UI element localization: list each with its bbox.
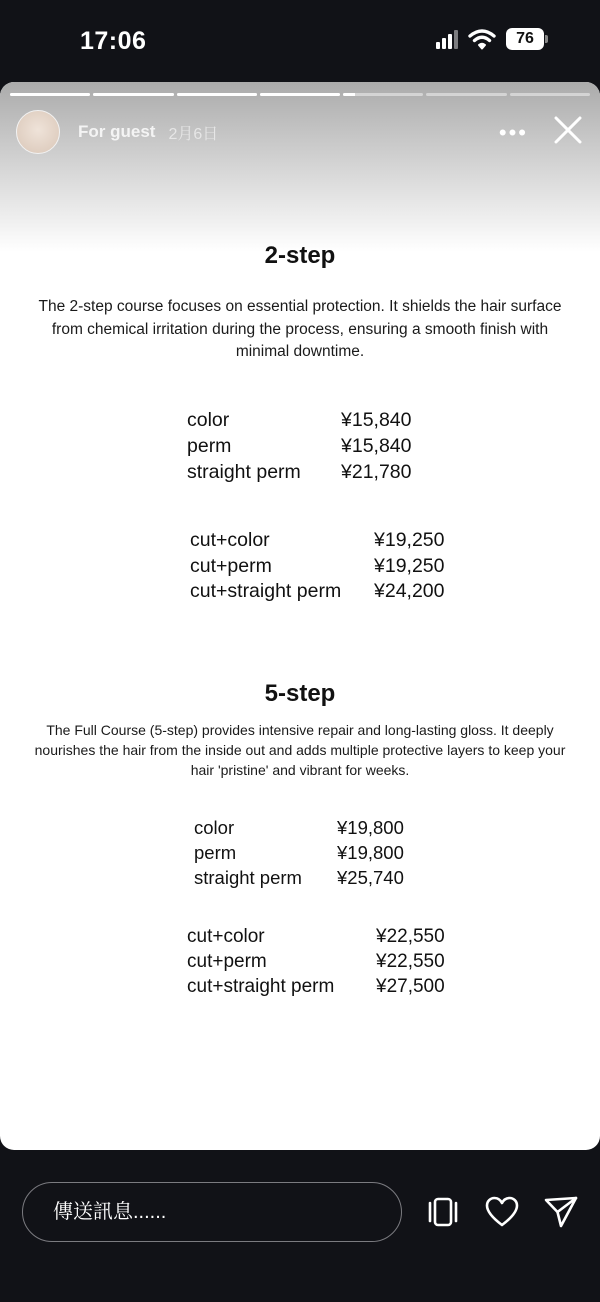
service-price: ¥19,800 [337, 842, 404, 863]
service-price: ¥19,250 [374, 554, 445, 577]
message-input[interactable]: 傳送訊息...... [22, 1182, 402, 1242]
section-title-5-step: 5-step [264, 680, 336, 707]
section-description-2-step: The 2-step course focuses on essential protection. It shields the hair surface from chemical irritation during the process, ensuring a smooth finish with minimal downtime. [38, 298, 562, 360]
story-progress-bar [10, 93, 590, 96]
service-name: perm [187, 435, 232, 457]
progress-segment [260, 93, 340, 96]
story-header [16, 108, 584, 156]
account-name[interactable]: For guest [78, 122, 156, 141]
cellular-signal-icon [436, 29, 458, 49]
progress-segment [510, 93, 590, 96]
price-row [187, 433, 412, 459]
progress-segment [93, 93, 173, 96]
service-name: cut+straight perm [190, 580, 342, 602]
status-bar [0, 0, 600, 82]
price-row [187, 459, 412, 485]
status-icons [436, 28, 548, 50]
price-row [190, 579, 445, 605]
heart-icon[interactable] [484, 1194, 520, 1230]
price-row [194, 815, 404, 840]
price-row [190, 528, 445, 554]
service-name: cut+perm [187, 951, 267, 972]
service-price: ¥27,500 [376, 976, 445, 997]
progress-segment [10, 93, 90, 96]
price-row [190, 554, 445, 580]
avatar[interactable] [16, 110, 60, 154]
price-row [187, 974, 445, 999]
price-row [187, 924, 445, 949]
service-name: cut+perm [190, 554, 272, 577]
service-name: straight perm [194, 867, 302, 888]
service-name: cut+color [190, 529, 270, 551]
close-icon[interactable] [552, 114, 584, 146]
more-icon[interactable]: ••• [498, 120, 528, 145]
post-date: 2月6日 [168, 125, 219, 143]
price-row [194, 840, 404, 865]
send-icon[interactable] [543, 1194, 579, 1230]
progress-segment [343, 93, 423, 96]
status-time: 17:06 [80, 27, 147, 55]
message-bar [0, 1150, 600, 1302]
reaction-icon[interactable] [425, 1194, 461, 1230]
section-title-2-step: 2-step [264, 242, 336, 269]
section-description-5-step: The Full Course (5-step) provides intensive repair and long-lasting gloss. It deeply nourishes the hair from the inside out and adds multiple protective layers to keep your hair 'pristine' and vibrant for weeks. [34, 722, 566, 778]
service-price: ¥22,550 [376, 926, 445, 947]
wifi-icon [468, 28, 496, 50]
price-table-5-step-cut [187, 924, 445, 999]
service-price: ¥15,840 [341, 409, 412, 431]
progress-segment [177, 93, 257, 96]
battery-level: 76 [506, 28, 544, 50]
service-price: ¥19,800 [337, 817, 404, 838]
service-price: ¥25,740 [337, 867, 404, 888]
price-table-5-step-basic [194, 815, 404, 890]
price-row [194, 865, 404, 890]
service-name: straight perm [187, 461, 301, 483]
service-price: ¥15,840 [341, 435, 412, 457]
story-viewer[interactable] [0, 82, 600, 1150]
service-price: ¥21,780 [341, 461, 412, 483]
service-name: cut+straight perm [187, 976, 335, 997]
price-table-2-step-basic [187, 407, 412, 485]
service-name: color [187, 409, 230, 431]
service-price: ¥19,250 [374, 529, 445, 551]
service-price: ¥24,200 [374, 580, 445, 602]
service-name: perm [194, 842, 237, 863]
service-name: cut+color [187, 926, 265, 947]
service-name: color [194, 817, 235, 838]
price-row [187, 949, 445, 974]
battery-icon [506, 28, 548, 50]
service-price: ¥22,550 [376, 951, 445, 972]
price-row [187, 407, 412, 433]
price-table-2-step-cut [190, 528, 445, 605]
progress-segment [426, 93, 506, 96]
